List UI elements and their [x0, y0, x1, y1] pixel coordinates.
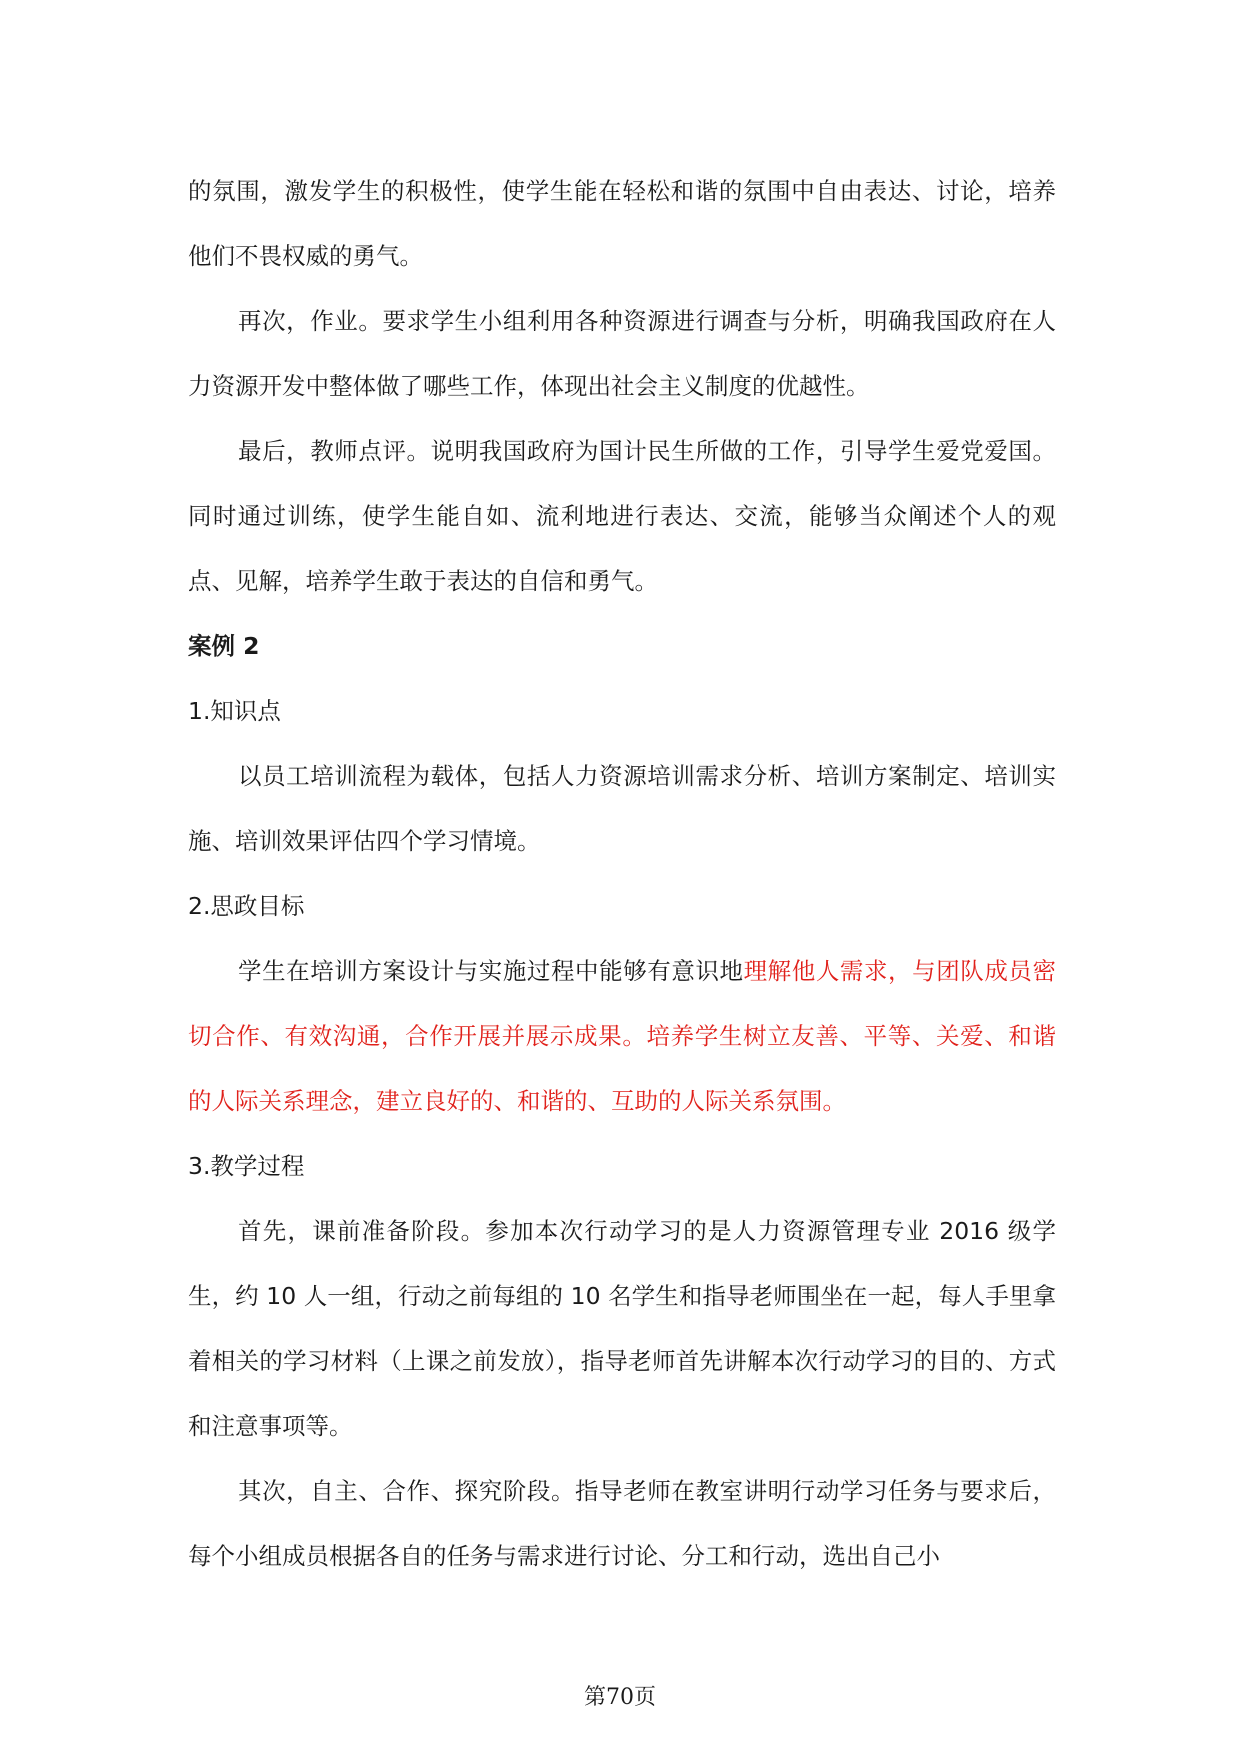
document-body	[188, 159, 1056, 1589]
paragraph-ideology-highlight: 理解他人需求，与团队成员密切合作、有效沟通，合作开展并展示成果。培养学生树立友善、平等、关爱、和谐的人际关系理念，建立良好的、和谐的、互助的人际关系氛围。	[188, 957, 1057, 1115]
paragraph-preparation: 首先，课前准备阶段。参加本次行动学习的是人力资源管理专业 2016 级学生，约 10 人一组，行动之前每组的 10 名学生和指导老师围坐在一起，每人手里拿着相关的学习材料（上课之前发放），指导老师首先讲解本次行动学习的目的、方式和注意事项等。	[188, 1217, 1056, 1440]
paragraph-atmosphere: 的氛围，激发学生的积极性，使学生能在轻松和谐的氛围中自由表达、讨论，培养他们不畏权威的勇气。	[188, 177, 1056, 270]
section-knowledge-title: 1.知识点	[188, 697, 281, 725]
section-ideology-title: 2.思政目标	[188, 892, 305, 920]
paragraph-ideology	[188, 939, 1056, 1134]
paragraph-teacher-review: 最后，教师点评。说明我国政府为国计民生所做的工作，引导学生爱党爱国。同时通过训练，使学生能自如、流利地进行表达、交流，能够当众阐述个人的观点、见解，培养学生敢于表达的自信和勇气。	[188, 437, 1056, 595]
section-teaching-title: 3.教学过程	[188, 1152, 305, 1180]
paragraph-ideology-plain: 学生在培训方案设计与实施过程中能够有意识地	[238, 957, 744, 985]
case-title: 案例 2	[188, 632, 260, 660]
paragraph-knowledge: 以员工培训流程为载体，包括人力资源培训需求分析、培训方案制定、培训实施、培训效果评估四个学习情境。	[188, 762, 1056, 855]
page-number: 第70页	[584, 1685, 656, 1710]
paragraph-homework: 再次，作业。要求学生小组利用各种资源进行调查与分析，明确我国政府在人力资源开发中整体做了哪些工作，体现出社会主义制度的优越性。	[188, 307, 1056, 400]
paragraph-cooperation: 其次，自主、合作、探究阶段。指导老师在教室讲明行动学习任务与要求后，每个小组成员根据各自的任务与需求进行讨论、分工和行动，选出自己小	[188, 1477, 1056, 1570]
